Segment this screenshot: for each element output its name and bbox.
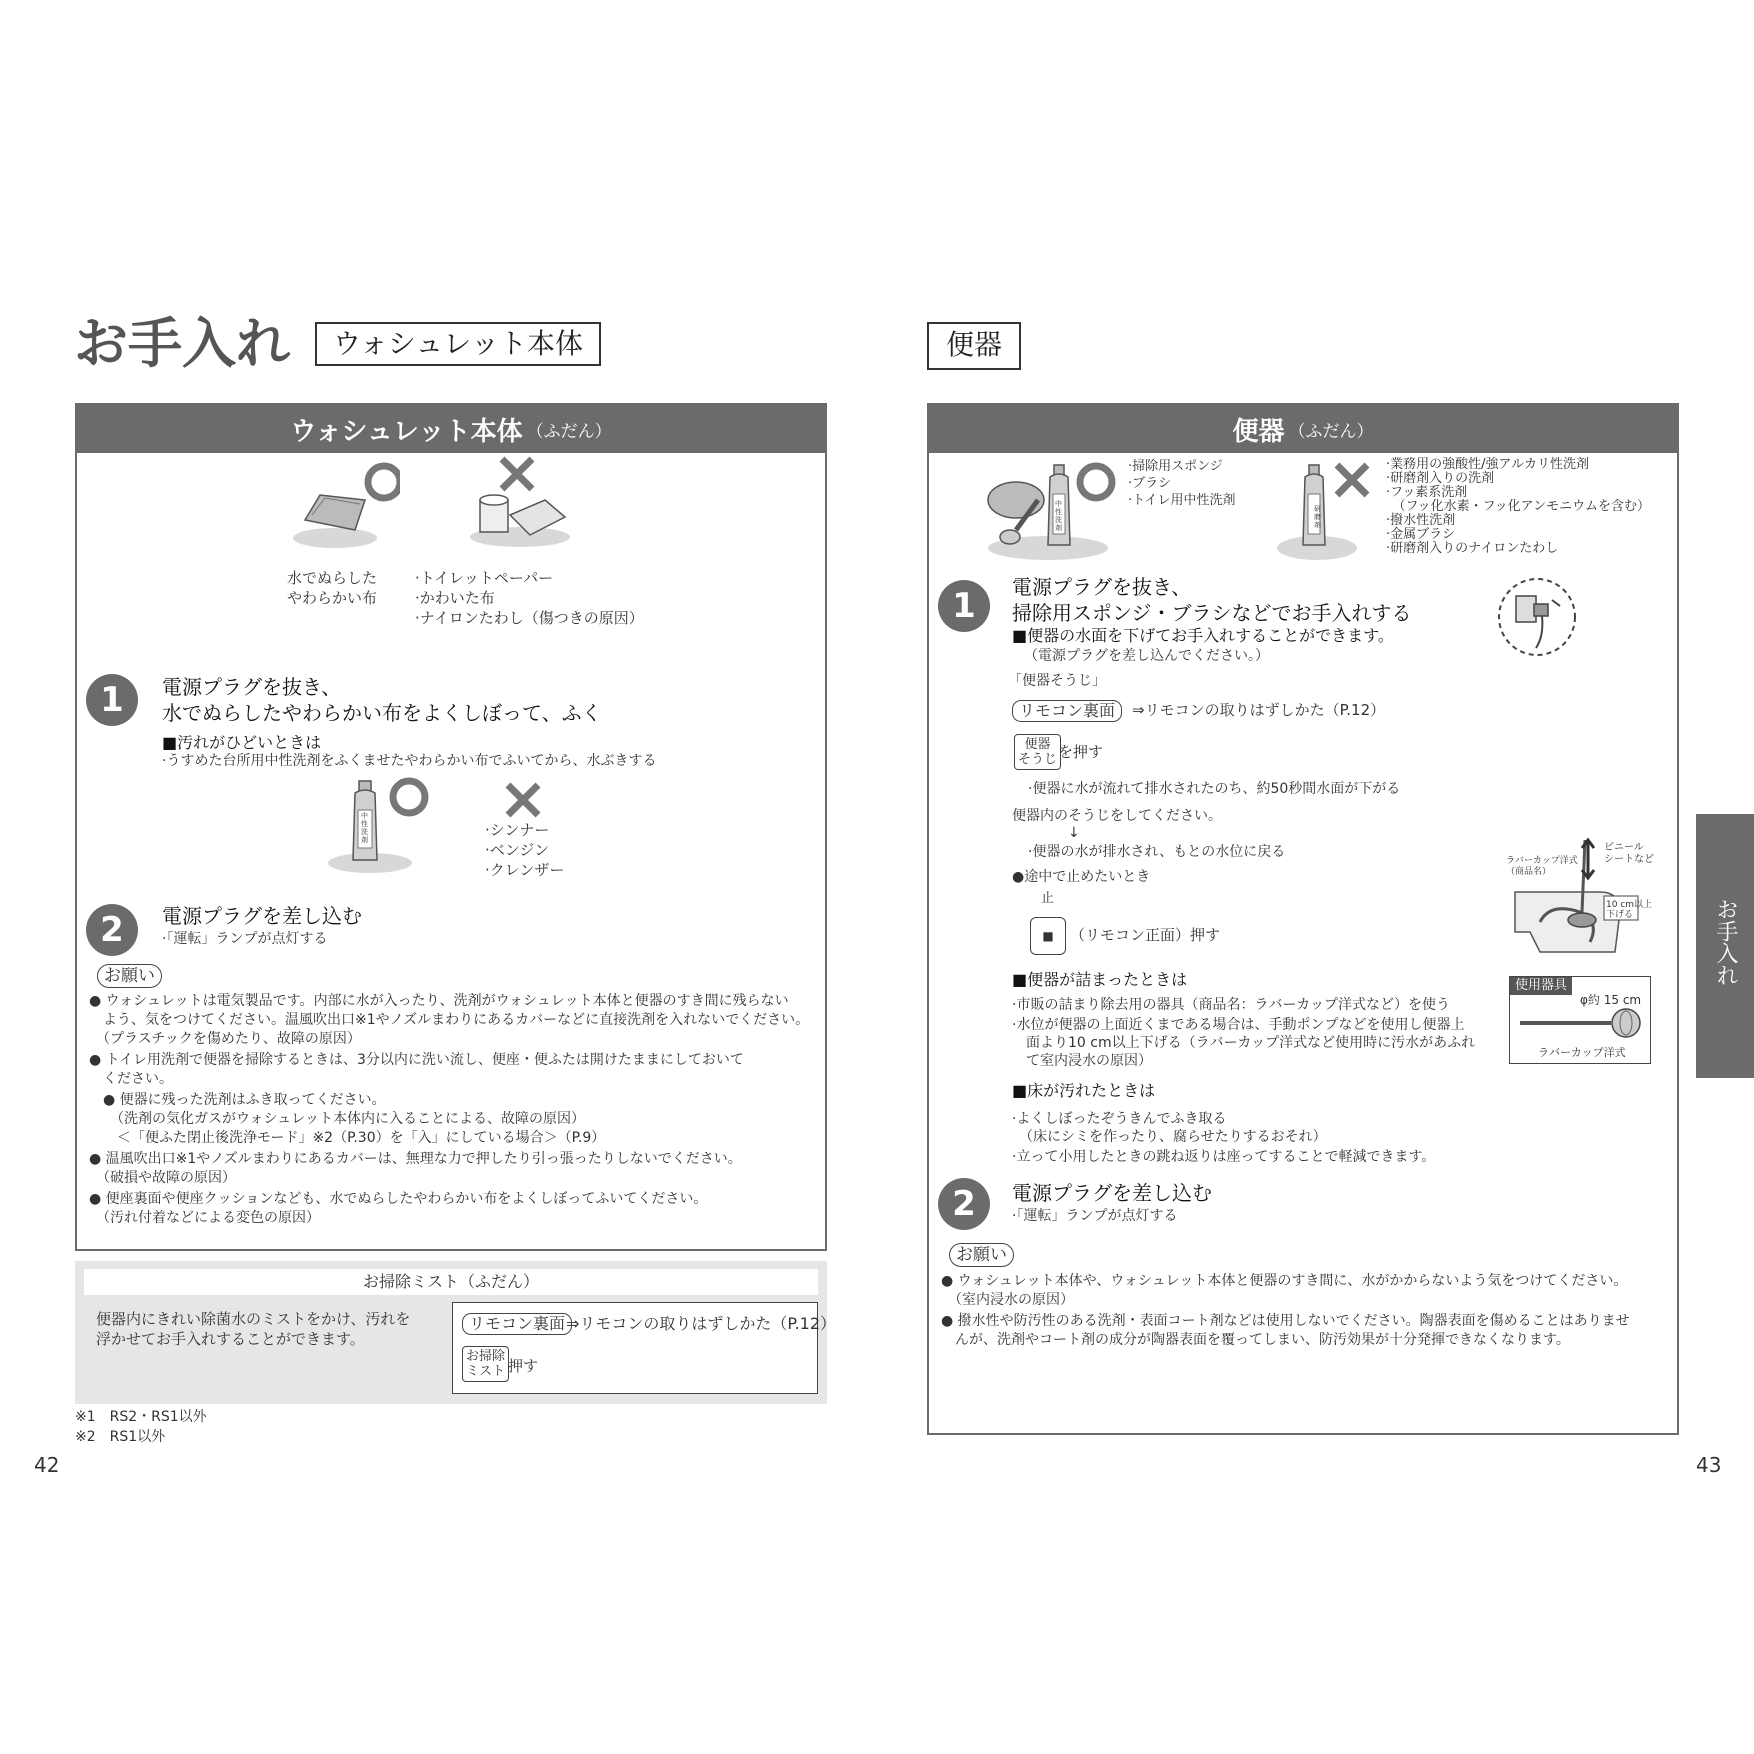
- diagram-label-plunger: ラバーカップ洋式 （商品名）: [1506, 856, 1578, 877]
- panel-header-sub: （ふだん）: [526, 421, 612, 442]
- clog-head: ■便器が詰まったときは: [1012, 970, 1188, 989]
- neutral-detergent-illustration: [325, 775, 435, 880]
- step-2-number: 2: [938, 1178, 990, 1230]
- remote-ref: ⇒リモコンの取りはずしかた（P.12）: [566, 1314, 837, 1333]
- onegai-label: お願い: [97, 964, 162, 988]
- note-item: ● 撥水性や防汚性のある洗剤・表面コート剤などは使用しないでください。陶器表面を傷めることはありませ んが、洗剤やコート剤の成分が陶器表面を覆ってしまい、防汚効果が十分発揮できなくなります。: [941, 1313, 1630, 1348]
- tool-dimension: φ約 15 cm: [1580, 993, 1642, 1007]
- footnote-1: ※1 RS2・RS1以外: [75, 1409, 207, 1425]
- step-1-sub-text: ·うすめた台所用中性洗剤をふくませたやわらかい布でふいてから、水ぶきする: [162, 753, 657, 769]
- remote-back-label: リモコン裏面: [462, 1313, 572, 1335]
- stop-head: ●途中で止めたいとき: [1012, 869, 1151, 885]
- push-text: を押す: [1058, 743, 1104, 761]
- step-1-number: 1: [86, 674, 138, 726]
- floor-head: ■床が汚れたときは: [1012, 1081, 1156, 1100]
- mist-push-text: 押す: [508, 1357, 539, 1375]
- page-number-left: 42: [34, 1453, 60, 1477]
- section-title-box: ウォシュレット本体: [315, 322, 601, 366]
- note-item: ● 便座裏面や便座クッションなども、水でぬらしたやわらかい布をよくしぼってふいてください。 （汚れ付着などによる変色の原因）: [89, 1191, 708, 1226]
- page-number-right: 43: [1696, 1453, 1722, 1477]
- footnote-2: ※2 RS1以外: [75, 1429, 166, 1445]
- remote-ref: ⇒リモコンの取りはずしかた（P.12）: [1132, 701, 1386, 719]
- panel-header-title: 便器: [1232, 416, 1285, 447]
- plunger-icon: [1516, 1006, 1646, 1040]
- page-title: お手入れ: [74, 312, 290, 375]
- ok-circle-icon: [1080, 466, 1112, 498]
- step-2-title: 電源プラグを差し込む: [1012, 1181, 1212, 1205]
- panel-header-sub: （ふだん）: [1288, 421, 1374, 442]
- side-tab-label: お手入れ: [1713, 898, 1738, 986]
- ng-items-label: ·トイレットペーパー ·かわいた布 ·ナイロンたわし（傷つきの原因）: [415, 569, 644, 627]
- ng-cleaners-label: ·業務用の強酸性/強アルカリ性洗剤 ·研磨剤入りの洗剤 ·フッ素系洗剤 （フッ化水素・フッ化アンモニウムを含む） ·撥水性洗剤 ·金属ブラシ ·研磨剤入りのナイロンたわし: [1386, 457, 1651, 556]
- benki-souji-label: 「便器そうじ」: [1008, 673, 1106, 689]
- step-1-title: 電源プラグを抜き、 掃除用スポンジ・ブラシなどでお手入れする: [1012, 575, 1412, 625]
- bottle-label: 研磨剤: [1314, 505, 1321, 529]
- step-2-text: ·「運転」ランプが点灯する: [162, 931, 328, 947]
- soft-cloth-illustration: [290, 460, 400, 560]
- tool-name: ラバーカップ洋式: [1538, 1046, 1626, 1059]
- benki-souji-button[interactable]: 便器 そうじ: [1014, 734, 1061, 770]
- power-plug-icon: [1496, 576, 1578, 658]
- stop-button[interactable]: ■: [1030, 917, 1066, 955]
- paper-illustration: [460, 455, 580, 555]
- ng-cross-icon: [1337, 465, 1367, 495]
- stop-label: 止: [1041, 891, 1055, 906]
- floor-2: ·立って小用したときの跳ね返りは座ってすることで軽減できます。: [1012, 1149, 1436, 1165]
- bottle-label: 中性洗剤: [361, 812, 368, 844]
- panel-header: [929, 405, 1677, 453]
- mist-key-button[interactable]: お掃除 ミスト: [462, 1346, 509, 1382]
- ng-cross-icon: [502, 459, 532, 489]
- section-title-box-right: 便器: [927, 322, 1021, 370]
- note-item: ● ウォシュレットは電気製品です。内部に水が入ったり、洗剤がウォシュレット本体と便器のすき間に残らない よう、気をつけてください。温風吹出口※1やノズルまわりにあるカバーなどに直接洗剤を入れないでください。 （プラスチックを傷めたり、故障の原因）: [89, 993, 810, 1047]
- ng-solvents-label: ·シンナー ·ベンジン ·クレンザー: [485, 821, 565, 879]
- panel-header: [77, 405, 825, 453]
- ok-circle-icon: [393, 781, 425, 813]
- left-notes: [89, 992, 819, 1230]
- step-1-title: 電源プラグを抜き、 水でぬらしたやわらかい布をよくしぼって、ふく: [162, 675, 602, 725]
- note-item: ● ウォシュレット本体や、ウォシュレット本体と便器のすき間に、水がかからないよう気をつけてください。 （室内浸水の原因）: [941, 1273, 1628, 1308]
- panel-header-title: ウォシュレット本体: [290, 416, 523, 447]
- diagram-label-sheet: ビニール シートなど: [1604, 842, 1654, 865]
- step-2-text: ·「運転」ランプが点灯する: [1012, 1208, 1178, 1224]
- tool-head: 使用器具: [1510, 977, 1572, 995]
- ok-circle-icon: [368, 466, 400, 498]
- clog-1: ·市販の詰まり除去用の器具（商品名：ラバーカップ洋式など）を使う: [1012, 997, 1451, 1013]
- ok-cloth-label: 水でぬらした やわらかい布: [287, 569, 378, 607]
- clog-2: ·水位が便器の上面近くまである場合は、手動ポンプなどを使用し便器上 面より10 cm以上下げる（ラバーカップ洋式など使用時に汚水があふれ て室内浸水の原因）: [1012, 1017, 1476, 1069]
- mist-title: お掃除ミスト（ふだん）: [84, 1269, 818, 1295]
- step-1-sub-note: （電源プラグを差し込んでください。）: [1024, 648, 1269, 664]
- right-notes: [941, 1272, 1671, 1352]
- step-1-sub-head: ■汚れがひどいときは: [162, 733, 322, 752]
- step-2-number: 2: [86, 904, 138, 956]
- abrasive-illustration: [1275, 460, 1385, 570]
- note-item: ● トイレ用洗剤で便器を掃除するときは、3分以内に洗い流し、便座・便ふたは開けたままにしておいて ください。: [89, 1052, 744, 1087]
- floor-1: ·よくしぼったぞうきんでふき取る （床にシミを作ったり、腐らせたりするおそれ）: [1012, 1111, 1327, 1145]
- note-item: ● 温風吹出口※1やノズルまわりにあるカバーは、無理な力で押したり引っ張ったりしないでください。 （破損や故障の原因）: [89, 1151, 742, 1186]
- note-item: ● 便器に残った洗剤はふき取ってください。 （洗剤の気化ガスがウォシュレット本体内に入ることによる、故障の原因） ＜「便ふた閉止後洗浄モード」※2（P.30）を「入」にしている場合＞（P.9）: [102, 1092, 606, 1146]
- ng-cross-icon: [503, 780, 543, 820]
- step-1-sub-head: ■便器の水面を下げてお手入れすることができます。: [1012, 626, 1394, 645]
- stop-text: （リモコン正面）押す: [1070, 926, 1221, 944]
- diagram-label-depth: 10 cm以上 下げる: [1606, 900, 1653, 920]
- step-a: ·便器に水が流れて排水されたのち、約50秒間水面が下がる: [1028, 781, 1401, 797]
- step-b: 便器内のそうじをしてください。: [1012, 808, 1222, 824]
- step-c: ·便器の水が排水され、もとの水位に戻る: [1028, 844, 1286, 860]
- ok-tools-label: ·掃除用スポンジ ·ブラシ ·トイレ用中性洗剤: [1128, 459, 1236, 508]
- step-2-title: 電源プラグを差し込む: [162, 904, 362, 928]
- onegai-label: お願い: [949, 1243, 1014, 1267]
- flow-arrow: ↓: [1068, 825, 1080, 841]
- bottle-label: 中性洗剤: [1055, 500, 1062, 532]
- step-1-number: 1: [938, 580, 990, 632]
- remote-back-label: リモコン裏面: [1012, 700, 1122, 722]
- mist-text: 便器内にきれい除菌水のミストをかけ、汚れを 浮かせてお手入れすることができます。: [96, 1310, 411, 1348]
